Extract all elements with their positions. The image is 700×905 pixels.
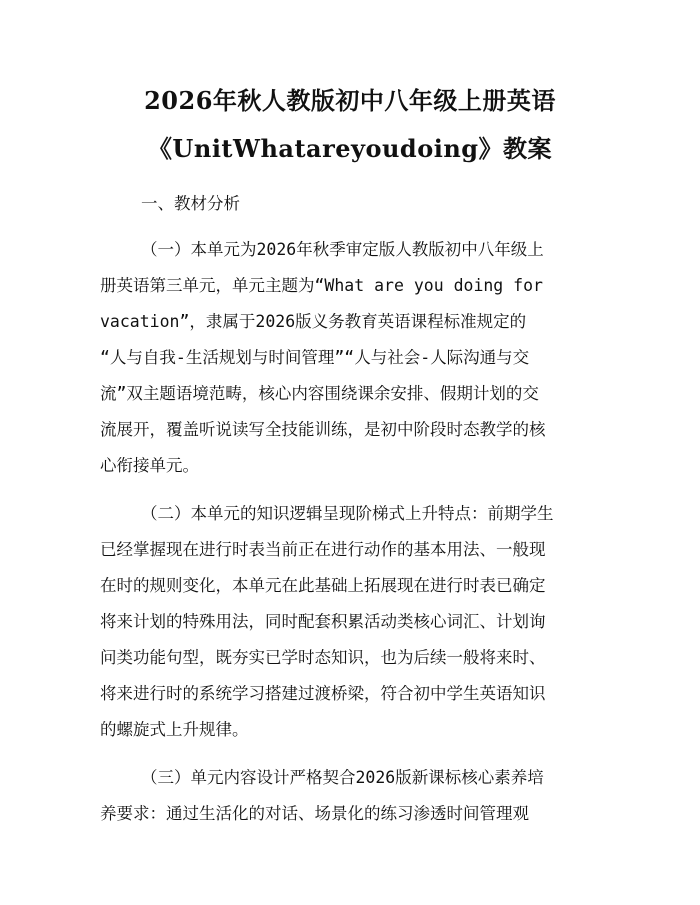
section-heading-textbook-analysis: 一、教材分析 bbox=[141, 194, 240, 213]
paragraph-line: 的螺旋式上升规律。 bbox=[100, 720, 249, 739]
paragraph-3 bbox=[100, 760, 620, 832]
document-title-line-2: 《UnitWhatareyoudoing》教案 bbox=[147, 134, 553, 163]
paragraph-line: （二）本单元的知识逻辑呈现阶梯式上升特点：前期学生 bbox=[141, 504, 554, 523]
paragraph-line: vacation”，隶属于2026版义务教育英语课程标准规定的 bbox=[100, 312, 527, 331]
paragraph-line: 在时的规则变化，本单元在此基础上拓展现在进行时表已确定 bbox=[100, 576, 546, 595]
paragraph-line: 册英语第三单元，单元主题为“What are you doing for bbox=[100, 276, 543, 295]
paragraph-line: 心衔接单元。 bbox=[100, 456, 199, 475]
paragraph-line: 已经掌握现在进行时表当前正在进行动作的基本用法、一般现 bbox=[100, 540, 546, 559]
paragraph-line: （三）单元内容设计严格契合2026版新课标核心素养培 bbox=[141, 768, 544, 787]
document-title-line-1: 2026年秋人教版初中八年级上册英语 bbox=[144, 86, 556, 115]
paragraph-1 bbox=[100, 232, 620, 484]
paragraph-line: 将来进行时的系统学习搭建过渡桥梁，符合初中学生英语知识 bbox=[100, 684, 546, 703]
paragraph-line: 流”双主题语境范畴，核心内容围绕课余安排、假期计划的交 bbox=[100, 384, 539, 403]
paragraph-line: 养要求：通过生活化的对话、场景化的练习渗透时间管理观 bbox=[100, 804, 529, 823]
paragraph-2 bbox=[100, 496, 620, 748]
paragraph-line: 流展开，覆盖听说读写全技能训练，是初中阶段时态教学的核 bbox=[100, 420, 546, 439]
paragraph-line: “人与自我-生活规划与时间管理”“人与社会-人际沟通与交 bbox=[100, 348, 530, 367]
paragraph-line: 将来计划的特殊用法，同时配套积累活动类核心词汇、计划询 bbox=[100, 612, 546, 631]
paragraph-line: 问类功能句型，既夯实已学时态知识，也为后续一般将来时、 bbox=[100, 648, 546, 667]
paragraph-line: （一）本单元为2026年秋季审定版人教版初中八年级上 bbox=[141, 240, 544, 259]
